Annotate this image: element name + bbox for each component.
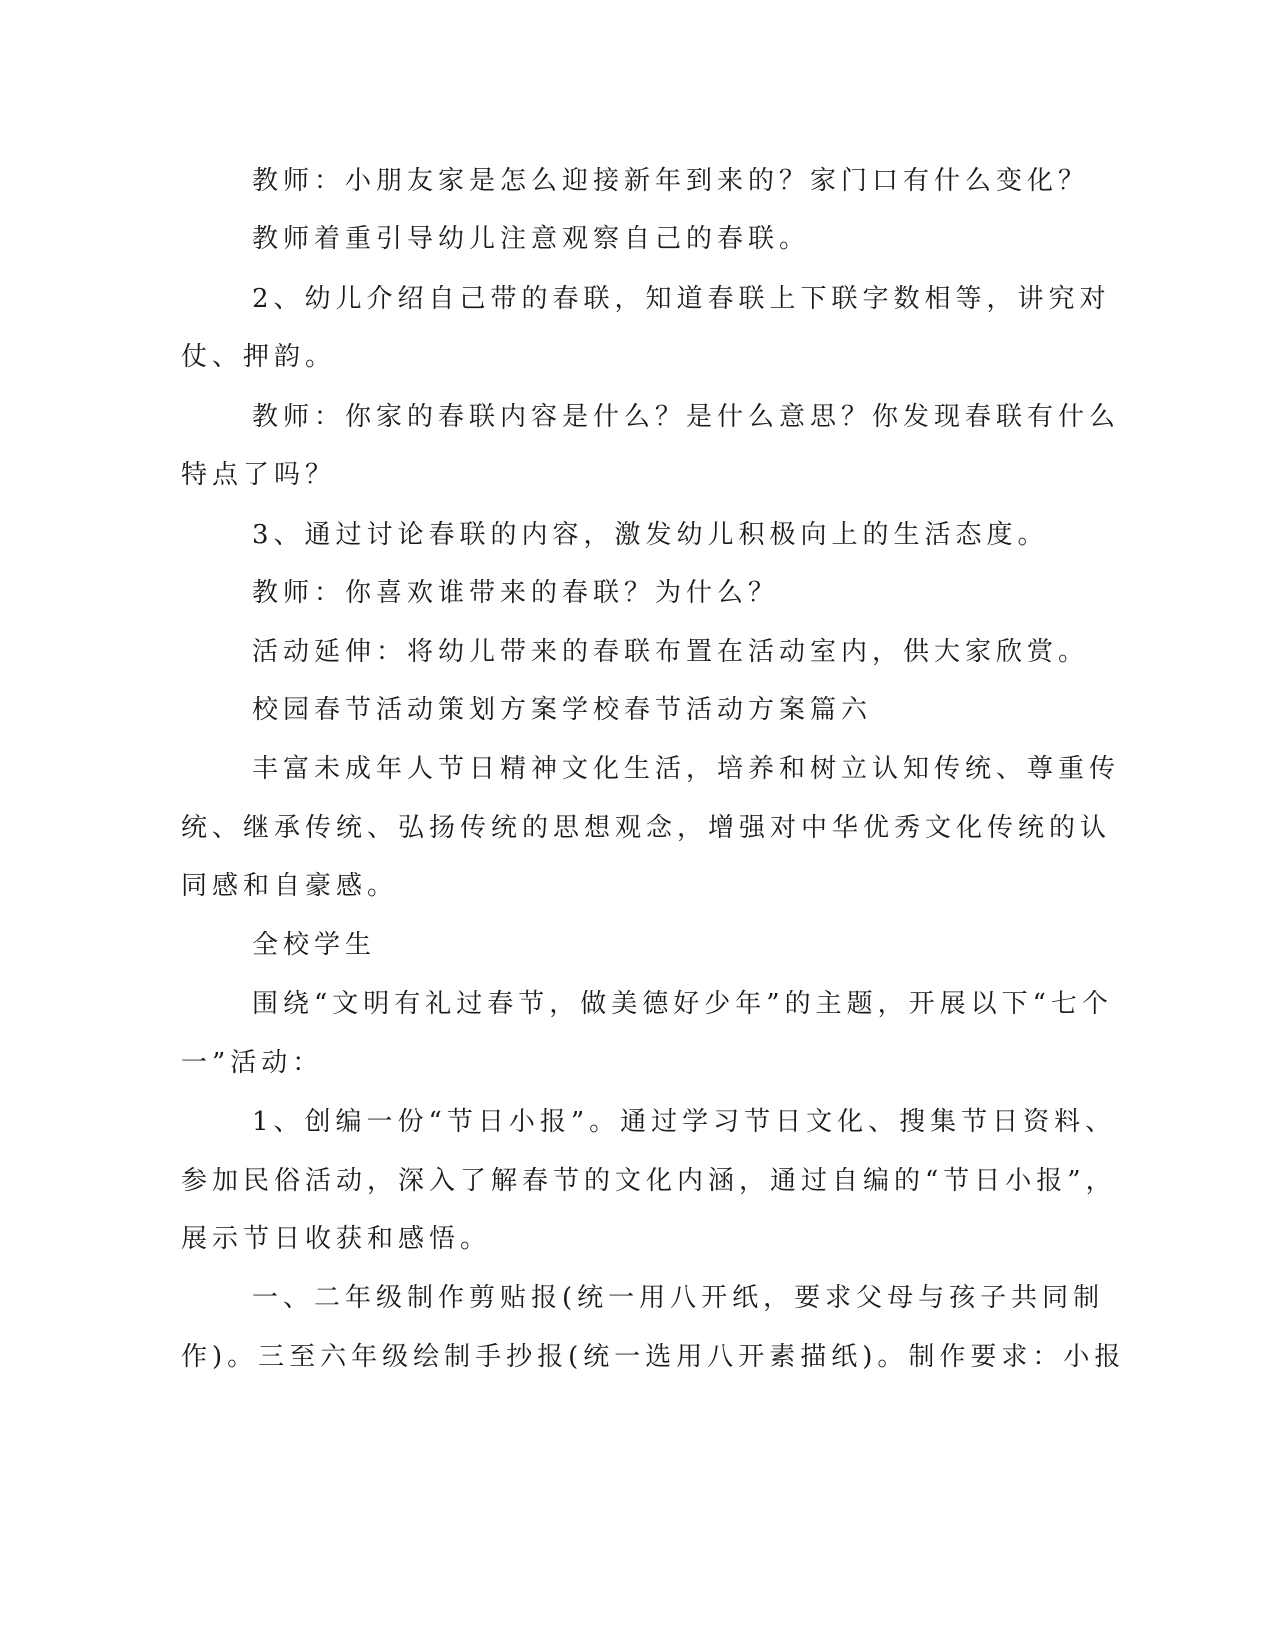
text-line: 统、继承传统、弘扬传统的思想观念，增强对中华优秀文化传统的认 xyxy=(181,813,1112,843)
text-line: 特点了吗？ xyxy=(181,460,337,490)
text-line: 作)。三至六年级绘制手抄报(统一选用八开素描纸)。制作要求：小报 xyxy=(181,1342,1126,1372)
text-line: 同感和自豪感。 xyxy=(181,871,399,901)
text-line: 丰富未成年人节日精神文化生活，培养和树立认知传统、尊重传 xyxy=(252,754,1121,784)
text-line: 教师：你家的春联内容是什么？是什么意思？你发现春联有什么 xyxy=(252,402,1121,432)
section-heading: 校园春节活动策划方案学校春节活动方案篇六 xyxy=(252,695,873,725)
text-line: 教师：小朋友家是怎么迎接新年到来的？家门口有什么变化？ xyxy=(252,166,1090,196)
text-line: 3、通过讨论春联的内容，激发幼儿积极向上的生活态度。 xyxy=(252,520,1049,550)
text-line: 活动延伸：将幼儿带来的春联布置在活动室内，供大家欣赏。 xyxy=(252,637,1090,667)
text-line: 一”活动： xyxy=(181,1048,324,1078)
text-line: 围绕“文明有礼过春节，做美德好少年”的主题，开展以下“七个 xyxy=(252,989,1113,1019)
text-line: 参加民俗活动，深入了解春节的文化内涵，通过自编的“节日小报”， xyxy=(181,1166,1117,1196)
text-line: 仗、押韵。 xyxy=(181,342,337,372)
text-line: 全校学生 xyxy=(252,930,377,960)
text-line: 1、创编一份“节日小报”。通过学习节日文化、搜集节日资料、 xyxy=(252,1107,1117,1137)
text-line: 教师：你喜欢谁带来的春联？为什么？ xyxy=(252,578,780,608)
text-line: 一、二年级制作剪贴报(统一用八开纸，要求父母与孩子共同制 xyxy=(252,1283,1105,1313)
text-line: 2、幼儿介绍自己带的春联，知道春联上下联字数相等，讲究对 xyxy=(252,284,1111,314)
text-line: 教师着重引导幼儿注意观察自己的春联。 xyxy=(252,224,811,254)
text-line: 展示节日收获和感悟。 xyxy=(181,1224,492,1254)
